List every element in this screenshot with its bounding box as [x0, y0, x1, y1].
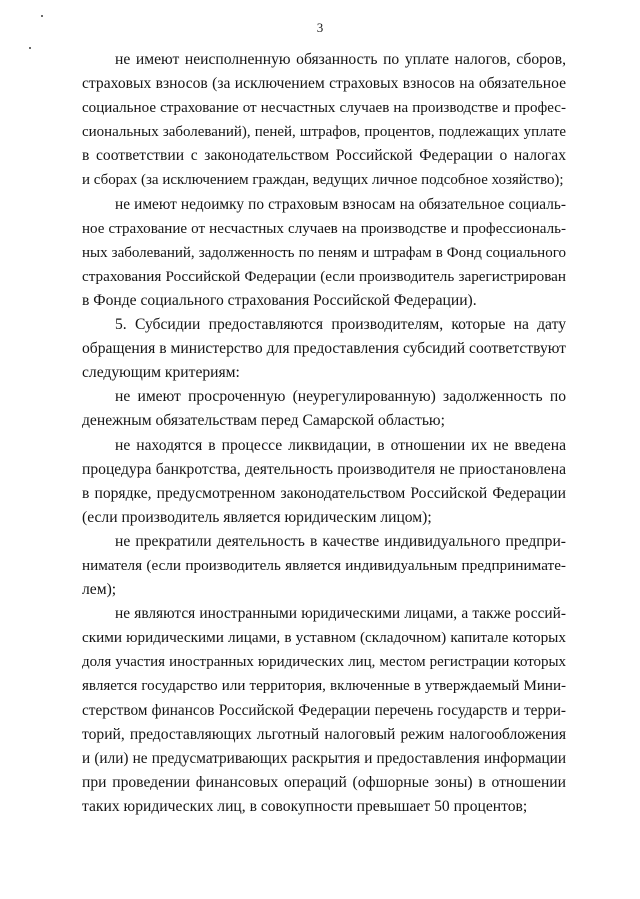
text-line: не имеют недоимку по страховым взносам на обязательное социаль- [115, 195, 566, 213]
text-line: не являются иностранными юридическими лицами, а также россий- [115, 605, 566, 623]
text-line: ных заболеваний, задолженность по пеням и штрафам в Фонд социального [82, 244, 566, 261]
text-line: нимателя (если производитель является индивидуальным предпринимате- [82, 556, 566, 574]
paragraph-entrepreneur [82, 530, 566, 602]
text-line: в порядке, предусмотренном законодательством Российской Федерации [82, 484, 566, 502]
paragraph-item-5 [82, 313, 566, 385]
text-line: процедура банкротства, деятельность производителя не приостановлена [82, 460, 566, 478]
text-line: страховых взносов (за исключением страховых взносов на обязательное [82, 75, 566, 93]
paragraph-insurance-arrears [82, 193, 566, 313]
paragraph-overdue-debt [82, 385, 566, 433]
text-line: стерством финансов Российской Федерации перечень государств и терри- [82, 701, 566, 719]
text-line: не имеют неисполненную обязанность по уплате налогов, сборов, [115, 51, 566, 68]
text-line: следующим критериям: [82, 364, 240, 382]
text-line: является государство или территория, включенные в утверждаемый Мини- [82, 678, 566, 695]
text-line: денежным обязательствам перед Самарской областью; [82, 412, 445, 430]
text-line: страхования Российской Федерации (если производитель зарегистрирован [82, 267, 566, 285]
text-line: таких юридических лиц, в совокупности превышает 50 процентов; [82, 797, 528, 815]
scan-mark-left [29, 47, 31, 49]
text-line: торий, предоставляющих льготный налоговый режим налогообложения [82, 725, 566, 743]
text-line: и (или) не предусматривающих раскрытия и предоставления информации [82, 749, 566, 767]
text-line: в соответствии с законодательством Российской Федерации о налогах [82, 147, 566, 165]
paragraph-foreign-entities [82, 602, 566, 819]
text-line: доля участия иностранных юридических лиц, местом регистрации которых [82, 654, 566, 671]
text-line: и сборах (за исключением граждан, ведущих личное подсобное хозяйство); [82, 172, 564, 189]
page-number: 3 [316, 20, 324, 35]
text-line: скими юридическими лицами, в уставном (складочном) капитале которых [82, 629, 566, 647]
paragraph-tax-obligations [82, 48, 566, 193]
text-line: обращения в министерство для предоставления субсидий соответствуют [82, 340, 566, 358]
scan-mark-top [41, 15, 43, 17]
text-line: не прекратили деятельность в качестве индивидуального предпри- [115, 532, 566, 550]
text-line: ное страхование от несчастных случаев на производстве и профессиональ- [82, 220, 566, 237]
text-line: (если производитель является юридическим лицом); [82, 508, 432, 526]
text-line: сиональных заболеваний), пеней, штрафов, процентов, подлежащих уплате [82, 124, 566, 141]
paragraph-liquidation [82, 434, 566, 530]
document-body [82, 48, 566, 819]
text-line: не имеют просроченную (неурегулированную) задолженность по [115, 388, 566, 406]
text-line: не находятся в процессе ликвидации, в отношении их не введена [115, 436, 566, 454]
text-line: в Фонде социального страхования Российской Федерации). [82, 291, 477, 309]
text-line: лем); [82, 581, 117, 599]
text-line: 5. Субсидии предоставляются производителям, которые на дату [115, 316, 566, 334]
text-line: при проведении финансовых операций (офшорные зоны) в отношении [82, 773, 566, 791]
text-line: социальное страхование от несчастных случаев на производстве и профес- [82, 100, 566, 117]
